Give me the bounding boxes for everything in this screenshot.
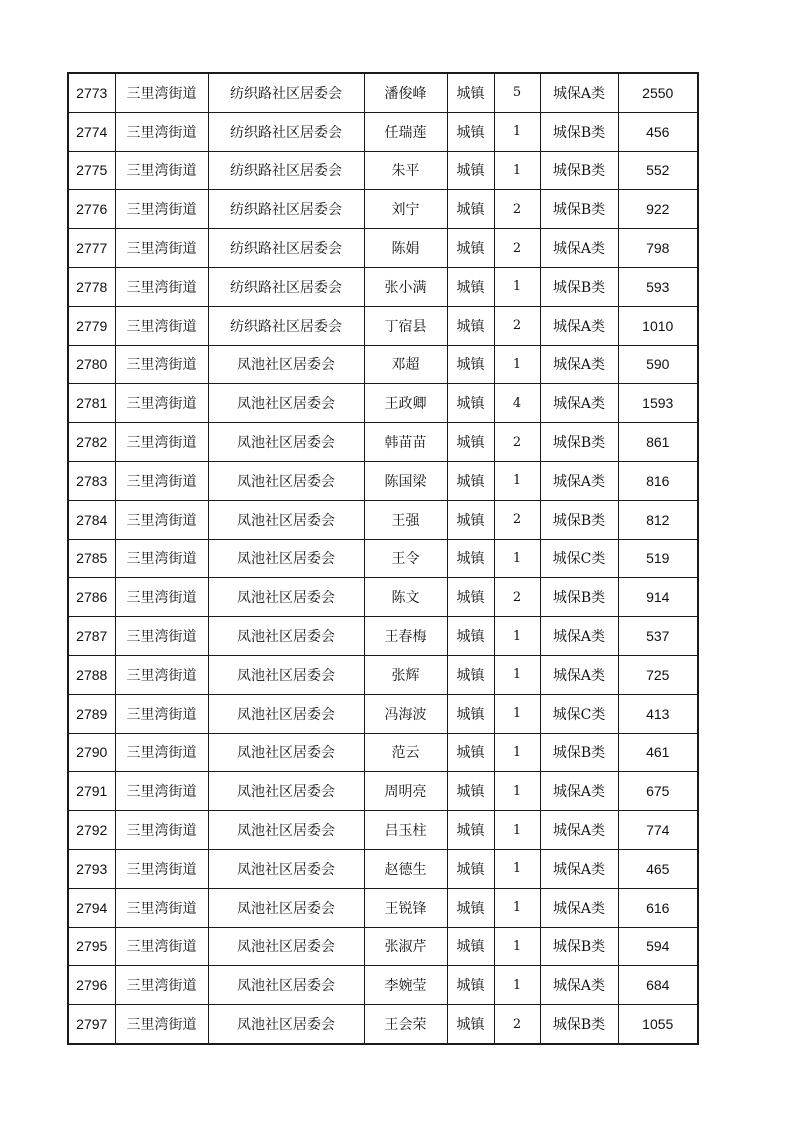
row-id-cell: 2773 [68, 73, 115, 112]
row-id-cell: 2795 [68, 927, 115, 966]
amount-cell: 552 [618, 151, 698, 190]
household-count-cell: 2 [494, 190, 540, 229]
category-cell: 城保B类 [540, 578, 618, 617]
street-cell: 三里湾街道 [115, 888, 208, 927]
person-name-cell: 王春梅 [364, 617, 447, 656]
person-name-cell: 赵德生 [364, 849, 447, 888]
area-type-cell: 城镇 [447, 267, 494, 306]
category-cell: 城保A类 [540, 384, 618, 423]
street-cell: 三里湾街道 [115, 384, 208, 423]
street-cell: 三里湾街道 [115, 229, 208, 268]
area-type-cell: 城镇 [447, 733, 494, 772]
area-type-cell: 城镇 [447, 927, 494, 966]
area-type-cell: 城镇 [447, 617, 494, 656]
street-cell: 三里湾街道 [115, 578, 208, 617]
area-type-cell: 城镇 [447, 345, 494, 384]
row-id-cell: 2774 [68, 112, 115, 151]
amount-cell: 465 [618, 849, 698, 888]
table-row [68, 617, 698, 656]
row-id-cell: 2794 [68, 888, 115, 927]
amount-cell: 519 [618, 539, 698, 578]
person-name-cell: 王令 [364, 539, 447, 578]
amount-cell: 616 [618, 888, 698, 927]
household-count-cell: 5 [494, 73, 540, 112]
community-cell: 纺织路社区居委会 [208, 190, 364, 229]
community-cell: 凤池社区居委会 [208, 772, 364, 811]
person-name-cell: 王锐锋 [364, 888, 447, 927]
amount-cell: 861 [618, 423, 698, 462]
area-type-cell: 城镇 [447, 966, 494, 1005]
amount-cell: 922 [618, 190, 698, 229]
row-id-cell: 2797 [68, 1005, 115, 1044]
household-count-cell: 2 [494, 229, 540, 268]
street-cell: 三里湾街道 [115, 306, 208, 345]
category-cell: 城保B类 [540, 500, 618, 539]
table-row [68, 345, 698, 384]
table-row [68, 112, 698, 151]
area-type-cell: 城镇 [447, 306, 494, 345]
area-type-cell: 城镇 [447, 539, 494, 578]
category-cell: 城保B类 [540, 423, 618, 462]
table-row [68, 694, 698, 733]
row-id-cell: 2785 [68, 539, 115, 578]
household-count-cell: 1 [494, 461, 540, 500]
amount-cell: 413 [618, 694, 698, 733]
area-type-cell: 城镇 [447, 112, 494, 151]
table-row [68, 73, 698, 112]
amount-cell: 684 [618, 966, 698, 1005]
household-count-cell: 1 [494, 539, 540, 578]
area-type-cell: 城镇 [447, 229, 494, 268]
amount-cell: 816 [618, 461, 698, 500]
category-cell: 城保A类 [540, 306, 618, 345]
community-cell: 凤池社区居委会 [208, 461, 364, 500]
category-cell: 城保A类 [540, 772, 618, 811]
row-id-cell: 2776 [68, 190, 115, 229]
table-row [68, 229, 698, 268]
household-count-cell: 4 [494, 384, 540, 423]
person-name-cell: 王政卿 [364, 384, 447, 423]
category-cell: 城保B类 [540, 190, 618, 229]
amount-cell: 1010 [618, 306, 698, 345]
person-name-cell: 邓超 [364, 345, 447, 384]
area-type-cell: 城镇 [447, 384, 494, 423]
household-count-cell: 1 [494, 151, 540, 190]
person-name-cell: 韩苗苗 [364, 423, 447, 462]
household-count-cell: 2 [494, 1005, 540, 1044]
table-row [68, 190, 698, 229]
person-name-cell: 吕玉柱 [364, 811, 447, 850]
community-cell: 凤池社区居委会 [208, 811, 364, 850]
table-row [68, 267, 698, 306]
person-name-cell: 刘宁 [364, 190, 447, 229]
amount-cell: 456 [618, 112, 698, 151]
household-count-cell: 1 [494, 655, 540, 694]
table-row [68, 423, 698, 462]
category-cell: 城保A类 [540, 617, 618, 656]
household-count-cell: 1 [494, 694, 540, 733]
category-cell: 城保C类 [540, 539, 618, 578]
person-name-cell: 陈国梁 [364, 461, 447, 500]
category-cell: 城保A类 [540, 966, 618, 1005]
amount-cell: 725 [618, 655, 698, 694]
household-count-cell: 1 [494, 811, 540, 850]
category-cell: 城保A类 [540, 888, 618, 927]
category-cell: 城保A类 [540, 461, 618, 500]
person-name-cell: 潘俊峰 [364, 73, 447, 112]
row-id-cell: 2783 [68, 461, 115, 500]
area-type-cell: 城镇 [447, 1005, 494, 1044]
area-type-cell: 城镇 [447, 578, 494, 617]
community-cell: 凤池社区居委会 [208, 966, 364, 1005]
street-cell: 三里湾街道 [115, 772, 208, 811]
community-cell: 凤池社区居委会 [208, 617, 364, 656]
category-cell: 城保A类 [540, 73, 618, 112]
household-count-cell: 2 [494, 500, 540, 539]
amount-cell: 461 [618, 733, 698, 772]
street-cell: 三里湾街道 [115, 811, 208, 850]
street-cell: 三里湾街道 [115, 617, 208, 656]
household-count-cell: 1 [494, 617, 540, 656]
row-id-cell: 2779 [68, 306, 115, 345]
person-name-cell: 王强 [364, 500, 447, 539]
row-id-cell: 2786 [68, 578, 115, 617]
person-name-cell: 王会荣 [364, 1005, 447, 1044]
amount-cell: 675 [618, 772, 698, 811]
person-name-cell: 冯海波 [364, 694, 447, 733]
amount-cell: 1593 [618, 384, 698, 423]
street-cell: 三里湾街道 [115, 423, 208, 462]
row-id-cell: 2796 [68, 966, 115, 1005]
area-type-cell: 城镇 [447, 500, 494, 539]
community-cell: 纺织路社区居委会 [208, 112, 364, 151]
table-row [68, 888, 698, 927]
beneficiary-table-sheet [67, 72, 699, 1045]
area-type-cell: 城镇 [447, 461, 494, 500]
person-name-cell: 周明亮 [364, 772, 447, 811]
community-cell: 凤池社区居委会 [208, 849, 364, 888]
category-cell: 城保B类 [540, 267, 618, 306]
area-type-cell: 城镇 [447, 73, 494, 112]
row-id-cell: 2792 [68, 811, 115, 850]
street-cell: 三里湾街道 [115, 966, 208, 1005]
community-cell: 凤池社区居委会 [208, 733, 364, 772]
row-id-cell: 2791 [68, 772, 115, 811]
area-type-cell: 城镇 [447, 190, 494, 229]
amount-cell: 798 [618, 229, 698, 268]
community-cell: 纺织路社区居委会 [208, 73, 364, 112]
person-name-cell: 范云 [364, 733, 447, 772]
category-cell: 城保B类 [540, 151, 618, 190]
category-cell: 城保A类 [540, 811, 618, 850]
category-cell: 城保A类 [540, 655, 618, 694]
person-name-cell: 丁宿县 [364, 306, 447, 345]
row-id-cell: 2782 [68, 423, 115, 462]
person-name-cell: 任瑞莲 [364, 112, 447, 151]
row-id-cell: 2777 [68, 229, 115, 268]
table-row [68, 1005, 698, 1044]
household-count-cell: 1 [494, 888, 540, 927]
table-row [68, 151, 698, 190]
street-cell: 三里湾街道 [115, 733, 208, 772]
community-cell: 凤池社区居委会 [208, 500, 364, 539]
street-cell: 三里湾街道 [115, 267, 208, 306]
amount-cell: 590 [618, 345, 698, 384]
household-count-cell: 1 [494, 345, 540, 384]
community-cell: 凤池社区居委会 [208, 694, 364, 733]
table-row [68, 772, 698, 811]
household-count-cell: 1 [494, 267, 540, 306]
row-id-cell: 2787 [68, 617, 115, 656]
street-cell: 三里湾街道 [115, 655, 208, 694]
household-count-cell: 1 [494, 112, 540, 151]
household-count-cell: 1 [494, 966, 540, 1005]
amount-cell: 2550 [618, 73, 698, 112]
community-cell: 凤池社区居委会 [208, 578, 364, 617]
table-row [68, 306, 698, 345]
amount-cell: 914 [618, 578, 698, 617]
table-row [68, 655, 698, 694]
community-cell: 纺织路社区居委会 [208, 229, 364, 268]
area-type-cell: 城镇 [447, 811, 494, 850]
row-id-cell: 2784 [68, 500, 115, 539]
table-row [68, 461, 698, 500]
area-type-cell: 城镇 [447, 151, 494, 190]
amount-cell: 594 [618, 927, 698, 966]
street-cell: 三里湾街道 [115, 112, 208, 151]
row-id-cell: 2788 [68, 655, 115, 694]
community-cell: 凤池社区居委会 [208, 384, 364, 423]
category-cell: 城保B类 [540, 927, 618, 966]
category-cell: 城保B类 [540, 733, 618, 772]
street-cell: 三里湾街道 [115, 539, 208, 578]
row-id-cell: 2793 [68, 849, 115, 888]
person-name-cell: 陈娟 [364, 229, 447, 268]
category-cell: 城保A类 [540, 849, 618, 888]
category-cell: 城保C类 [540, 694, 618, 733]
household-count-cell: 2 [494, 578, 540, 617]
table-row [68, 811, 698, 850]
community-cell: 凤池社区居委会 [208, 655, 364, 694]
category-cell: 城保B类 [540, 112, 618, 151]
row-id-cell: 2775 [68, 151, 115, 190]
community-cell: 凤池社区居委会 [208, 539, 364, 578]
household-count-cell: 2 [494, 306, 540, 345]
amount-cell: 774 [618, 811, 698, 850]
street-cell: 三里湾街道 [115, 345, 208, 384]
street-cell: 三里湾街道 [115, 190, 208, 229]
household-count-cell: 1 [494, 772, 540, 811]
community-cell: 凤池社区居委会 [208, 423, 364, 462]
community-cell: 纺织路社区居委会 [208, 267, 364, 306]
table-row [68, 384, 698, 423]
amount-cell: 1055 [618, 1005, 698, 1044]
area-type-cell: 城镇 [447, 655, 494, 694]
category-cell: 城保B类 [540, 1005, 618, 1044]
table-row [68, 578, 698, 617]
category-cell: 城保A类 [540, 345, 618, 384]
person-name-cell: 张小满 [364, 267, 447, 306]
area-type-cell: 城镇 [447, 849, 494, 888]
row-id-cell: 2780 [68, 345, 115, 384]
household-count-cell: 1 [494, 927, 540, 966]
category-cell: 城保A类 [540, 229, 618, 268]
household-count-cell: 1 [494, 733, 540, 772]
street-cell: 三里湾街道 [115, 73, 208, 112]
amount-cell: 593 [618, 267, 698, 306]
street-cell: 三里湾街道 [115, 1005, 208, 1044]
street-cell: 三里湾街道 [115, 500, 208, 539]
household-count-cell: 1 [494, 849, 540, 888]
table-row [68, 500, 698, 539]
person-name-cell: 李婉莹 [364, 966, 447, 1005]
row-id-cell: 2781 [68, 384, 115, 423]
community-cell: 凤池社区居委会 [208, 345, 364, 384]
person-name-cell: 张辉 [364, 655, 447, 694]
area-type-cell: 城镇 [447, 772, 494, 811]
row-id-cell: 2789 [68, 694, 115, 733]
person-name-cell: 朱平 [364, 151, 447, 190]
street-cell: 三里湾街道 [115, 151, 208, 190]
area-type-cell: 城镇 [447, 694, 494, 733]
beneficiary-table [67, 72, 699, 1045]
area-type-cell: 城镇 [447, 888, 494, 927]
row-id-cell: 2778 [68, 267, 115, 306]
street-cell: 三里湾街道 [115, 849, 208, 888]
table-body [68, 73, 698, 1044]
community-cell: 凤池社区居委会 [208, 927, 364, 966]
community-cell: 凤池社区居委会 [208, 1005, 364, 1044]
table-row [68, 966, 698, 1005]
table-row [68, 539, 698, 578]
community-cell: 纺织路社区居委会 [208, 151, 364, 190]
amount-cell: 537 [618, 617, 698, 656]
table-row [68, 849, 698, 888]
area-type-cell: 城镇 [447, 423, 494, 462]
street-cell: 三里湾街道 [115, 927, 208, 966]
person-name-cell: 张淑芹 [364, 927, 447, 966]
household-count-cell: 2 [494, 423, 540, 462]
row-id-cell: 2790 [68, 733, 115, 772]
person-name-cell: 陈文 [364, 578, 447, 617]
community-cell: 凤池社区居委会 [208, 888, 364, 927]
table-row [68, 733, 698, 772]
table-row [68, 927, 698, 966]
street-cell: 三里湾街道 [115, 461, 208, 500]
community-cell: 纺织路社区居委会 [208, 306, 364, 345]
amount-cell: 812 [618, 500, 698, 539]
street-cell: 三里湾街道 [115, 694, 208, 733]
